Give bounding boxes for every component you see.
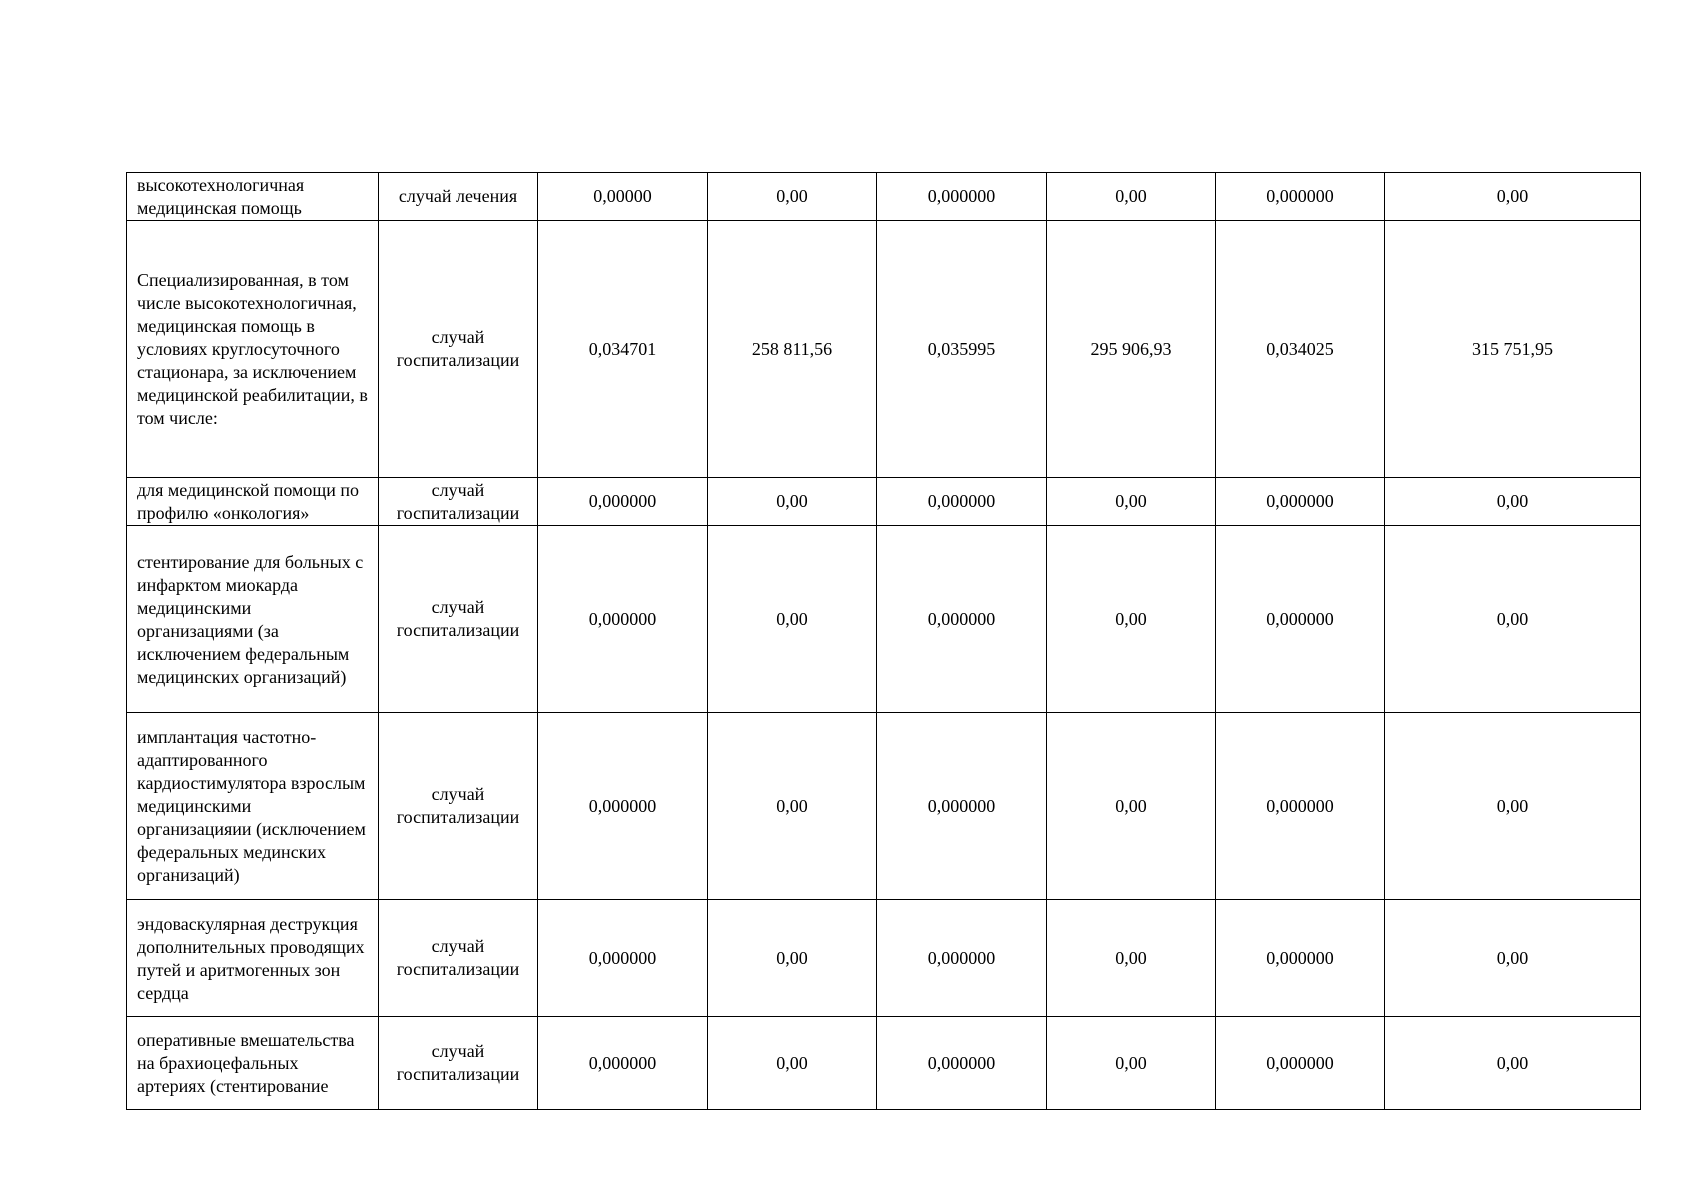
row-value: 0,000000 xyxy=(877,900,1047,1017)
table-row xyxy=(127,526,1641,713)
row-name: для медицинской помощи по профилю «онкология» xyxy=(127,478,379,526)
row-value: 0,000000 xyxy=(877,478,1047,526)
row-unit: случай госпитализации xyxy=(379,900,538,1017)
row-value: 0,00 xyxy=(708,478,877,526)
row-unit: случай госпитализации xyxy=(379,1017,538,1110)
row-unit: случай лечения xyxy=(379,173,538,221)
row-value: 315 751,95 xyxy=(1385,221,1641,478)
row-value: 0,000000 xyxy=(538,1017,708,1110)
row-value: 0,000000 xyxy=(538,713,708,900)
row-value: 0,000000 xyxy=(1216,1017,1385,1110)
row-value: 0,000000 xyxy=(538,478,708,526)
table-row xyxy=(127,713,1641,900)
table-row xyxy=(127,173,1641,221)
row-unit: случай госпитализации xyxy=(379,526,538,713)
row-value: 0,000000 xyxy=(1216,900,1385,1017)
row-value: 0,000000 xyxy=(1216,478,1385,526)
row-value: 0,00 xyxy=(708,173,877,221)
row-name: оперативные вмешательства на брахиоцефальных артериях (стентирование xyxy=(127,1017,379,1110)
row-value: 0,00 xyxy=(1385,173,1641,221)
row-value: 0,00 xyxy=(1047,1017,1216,1110)
row-value: 0,000000 xyxy=(1216,713,1385,900)
row-value: 258 811,56 xyxy=(708,221,877,478)
row-value: 0,000000 xyxy=(877,1017,1047,1110)
row-value: 0,00 xyxy=(1385,478,1641,526)
row-value: 0,000000 xyxy=(1216,173,1385,221)
row-name: высокотехнологичная медицинская помощь xyxy=(127,173,379,221)
row-unit: случай госпитализации xyxy=(379,713,538,900)
table-row xyxy=(127,900,1641,1017)
row-value: 0,00 xyxy=(708,900,877,1017)
row-value: 295 906,93 xyxy=(1047,221,1216,478)
row-value: 0,00 xyxy=(1047,900,1216,1017)
row-value: 0,00 xyxy=(708,1017,877,1110)
row-value: 0,00 xyxy=(1047,713,1216,900)
row-value: 0,000000 xyxy=(877,526,1047,713)
row-unit: случай госпитализации xyxy=(379,221,538,478)
row-value: 0,034701 xyxy=(538,221,708,478)
row-value: 0,035995 xyxy=(877,221,1047,478)
row-name: имплантация частотно-адаптированного кардиостимулятора взрослым медицинскими организацияии (исключением федеральных мединских организаций) xyxy=(127,713,379,900)
row-name: Специализированная, в том числе высокотехнологичная, медицинская помощь в условиях круглосуточного стационара, за исключением медицинской реабилитации, в том числе: xyxy=(127,221,379,478)
table-row xyxy=(127,1017,1641,1110)
row-value: 0,00000 xyxy=(538,173,708,221)
row-value: 0,00 xyxy=(1047,173,1216,221)
row-value: 0,000000 xyxy=(877,713,1047,900)
row-unit: случай госпитализации xyxy=(379,478,538,526)
row-value: 0,00 xyxy=(1385,1017,1641,1110)
row-value: 0,000000 xyxy=(1216,526,1385,713)
table-row xyxy=(127,478,1641,526)
data-table xyxy=(126,172,1641,1110)
row-name: эндоваскулярная деструкция дополнительных проводящих путей и аритмогенных зон сердца xyxy=(127,900,379,1017)
row-value: 0,000000 xyxy=(538,526,708,713)
row-value: 0,00 xyxy=(1047,478,1216,526)
table-row xyxy=(127,221,1641,478)
row-value: 0,00 xyxy=(1385,526,1641,713)
row-value: 0,00 xyxy=(708,526,877,713)
row-value: 0,034025 xyxy=(1216,221,1385,478)
row-value: 0,00 xyxy=(1385,900,1641,1017)
row-value: 0,000000 xyxy=(538,900,708,1017)
row-name: стентирование для больных с инфарктом миокарда медицинскими организациями (за исключением федеральным медицинских организаций) xyxy=(127,526,379,713)
row-value: 0,00 xyxy=(1385,713,1641,900)
row-value: 0,00 xyxy=(708,713,877,900)
row-value: 0,000000 xyxy=(877,173,1047,221)
row-value: 0,00 xyxy=(1047,526,1216,713)
